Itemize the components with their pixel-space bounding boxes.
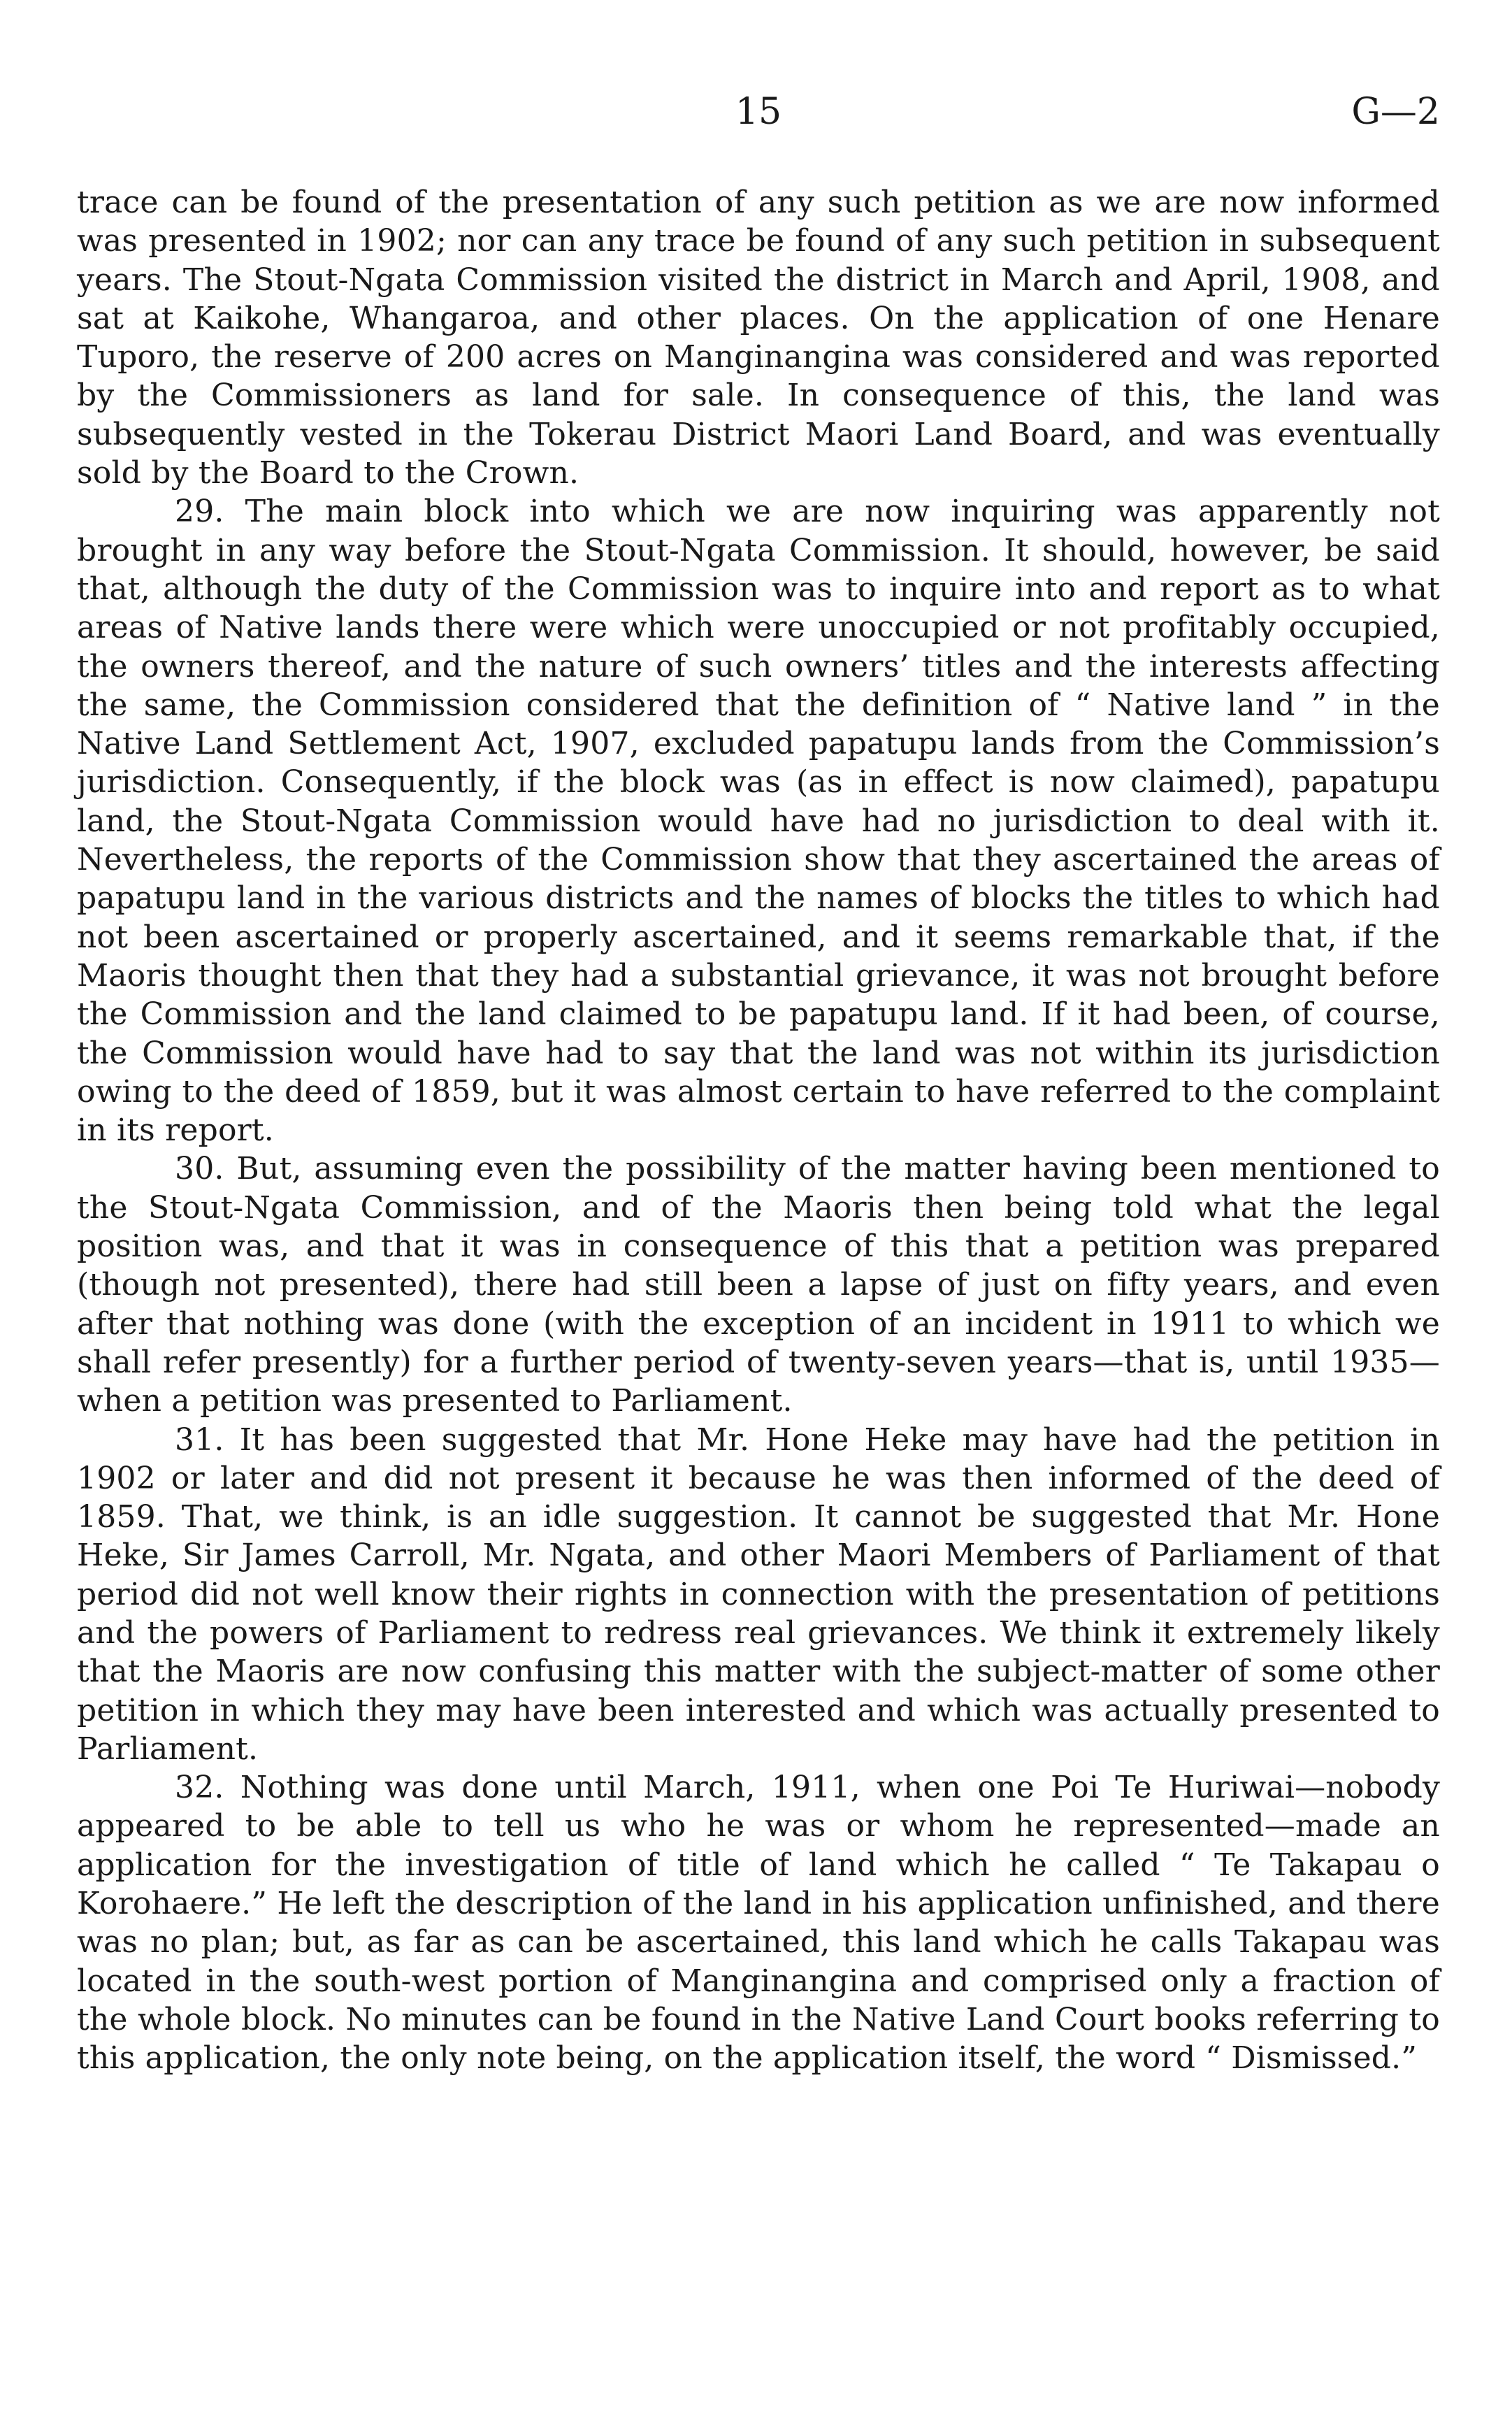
paragraph-text: The main block into which we are now inquiring was apparently not brought in any way before the Stout-Ngata Commission. It should, however, be said that, although the duty of the Commission was to inquire into and report as to what areas of Native lands there were which were unoccupied or not profitably occupied, the owners thereof, and the nature of such owners’ titles and the interests affecting the same, the Commission considered that the definition of “ Native land ” in the Native Land Settlement Act, 1907, excluded papatupu lands from the Commission’s jurisdiction. Consequently, if the block was (as in effect is now claimed), papatupu land, the Stout-Ngata Commission would have had no jurisdiction to deal with it. Nevertheless, the reports of the Commission show that they ascertained the areas of papatupu land in the various districts and the names of blocks the titles to which had not been ascertained or properly ascertained, and it seems remarkable that, if the Maoris thought then that they had a substantial grievance, it was not brought before the Commission and the land claimed to be papatupu land. If it had been, of course, the Commission would have had to say that the land was not within its jurisdiction owing to the deed of 1859, but it was almost certain to have referred to the complaint in its report. xyxy=(77,494,1440,1149)
paragraph-text: It has been suggested that Mr. Hone Heke may have had the petition in 1902 or later and did not present it because he was then informed of the deed of 1859. That, we think, is an idle suggestion. It cannot be suggested that Mr. Hone Heke, Sir James Carroll, Mr. Ngata, and other Maori Members of Parliament of that period did not well know their rights in connection with the presentation of petitions and the powers of Parliament to redress real grievances. We think it extremely likely that the Maoris are now confusing this matter with the subject-matter of some other petition in which they may have been interested and which was actually presented to Parliament. xyxy=(77,1421,1440,1767)
paragraph-32 xyxy=(77,1768,1440,2077)
body-text xyxy=(77,183,1440,2078)
paragraph-number: 32. xyxy=(175,1770,224,1806)
paragraph-number: 31. xyxy=(175,1421,224,1458)
page-header xyxy=(77,84,1440,147)
paragraph-text: trace can be found of the presentation of any such petition as we are now informed was presented in 1902; nor can any trace be found of any such petition in subsequent years. The Stout-Ngata Commission visited the district in March and April, 1908, and sat at Kaikohe, Whangaroa, and other places. On the application of one Henare Tuporo, the reserve of 200 acres on Manginangina was considered and was reported by the Commissioners as land for sale. In consequence of this, the land was subsequently vested in the Tokerau District Maori Land Board, and was eventually sold by the Board to the Crown. xyxy=(77,185,1440,492)
paragraph-continuation xyxy=(77,183,1440,492)
page-number: 15 xyxy=(735,91,782,133)
paragraph-30 xyxy=(77,1149,1440,1420)
paragraph-29 xyxy=(77,492,1440,1149)
paragraph-text: Nothing was done until March, 1911, when one Poi Te Huriwai—nobody appeared to be able to tell us who he was or whom he represented—made an application for the investigation of title of land which he called “ Te Takapau o Korohaere.” He left the description of the land in his application unfinished, and there was no plan; but, as far as can be ascertained, this land which he calls Takapau was located in the south-west portion of Manginangina and comprised only a fraction of the whole block. No minutes can be found in the Native Land Court books referring to this application, the only note being, on the application itself, the word “ Dismissed.” xyxy=(77,1770,1441,2077)
paragraph-number: 30. xyxy=(175,1151,224,1187)
paragraph-text: But, assuming even the possibility of the matter having been mentioned to the Stout-Ngata Commission, and of the Maoris then being told what the legal position was, and that it was in consequence of this that a petition was prepared (though not presented), there had still been a lapse of just on fifty years, and even after that nothing was done (with the exception of an incident in 1911 to which we shall refer presently) for a further period of twenty-seven years—that is, until 1935—when a petition was presented to Parliament. xyxy=(77,1151,1440,1419)
paragraph-31 xyxy=(77,1421,1440,1769)
paragraph-number: 29. xyxy=(175,494,224,530)
document-reference: G—2 xyxy=(1351,91,1440,133)
